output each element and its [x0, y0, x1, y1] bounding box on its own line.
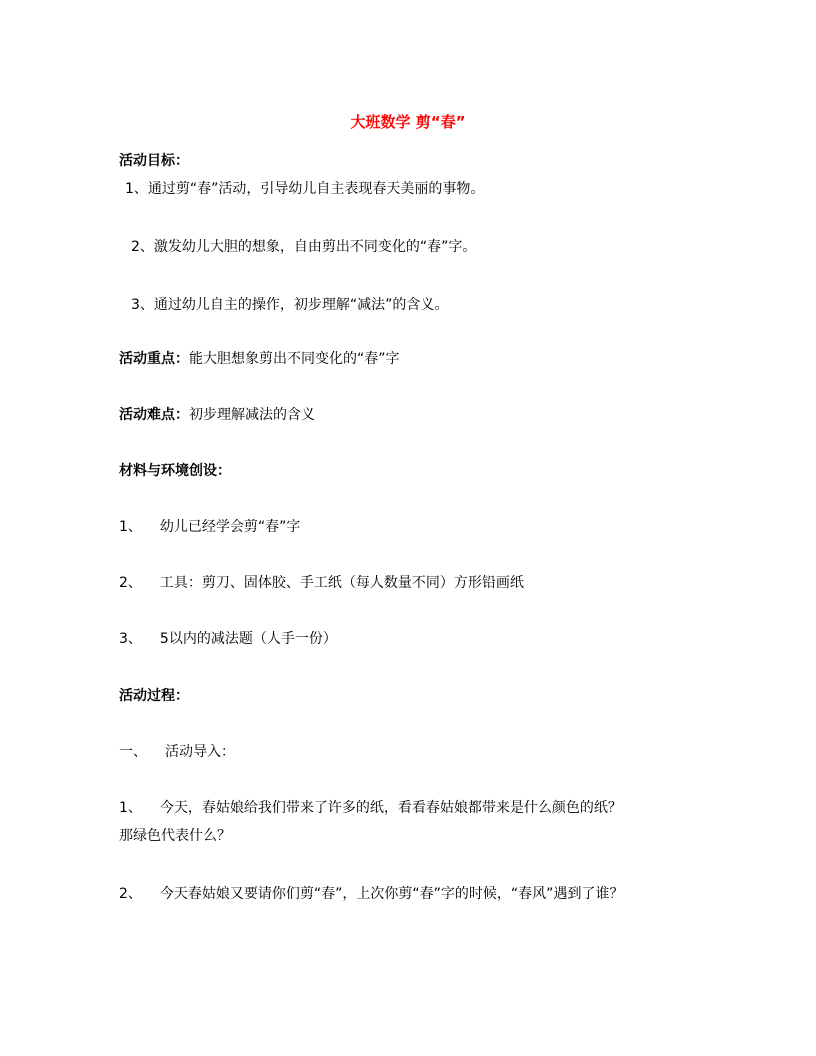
- process-step: [119, 798, 622, 818]
- goal-item: 3、通过幼儿自主的操作，初步理解“减法”的含义。: [131, 297, 449, 313]
- difficulty-line: [119, 405, 315, 425]
- difficulty-text: 初步理解减法的含义: [189, 407, 315, 423]
- item-number: 2、: [119, 575, 142, 591]
- key-point-label: 活动重点：: [119, 351, 189, 367]
- step-text: 今天春姑娘又要请你们剪“春”，上次你剪“春”字的时候，“春风”遇到了谁？: [159, 886, 624, 902]
- materials-item: [119, 573, 524, 593]
- goals-heading: 活动目标：: [119, 153, 189, 169]
- goal-item: 2、激发幼儿大胆的想象，自由剪出不同变化的“春”字。: [131, 239, 477, 255]
- process-step: [119, 884, 623, 904]
- materials-item: [119, 517, 300, 537]
- key-point-text: 能大胆想象剪出不同变化的“春”字: [189, 351, 400, 367]
- item-text: 5以内的减法题（人手一份）: [159, 631, 337, 647]
- materials-item: [119, 629, 337, 649]
- step-text: 今天，春姑娘给我们带来了许多的纸，看看春姑娘都带来是什么颜色的纸？: [159, 800, 622, 816]
- process-section: [119, 742, 235, 762]
- item-text: 工具：剪刀、固体胶、手工纸（每人数量不同）方形铅画纸: [159, 575, 524, 591]
- goal-item: 1、通过剪“春”活动，引导幼儿自主表现春天美丽的事物。: [125, 181, 485, 197]
- item-number: 3、: [119, 631, 142, 647]
- process-step-continuation: 那绿色代表什么？: [119, 828, 231, 844]
- materials-heading: 材料与环境创设：: [119, 463, 231, 479]
- section-text: 活动导入：: [165, 744, 235, 760]
- document-title: 大班数学 剪“春”: [350, 113, 466, 131]
- process-heading: 活动过程：: [119, 688, 189, 704]
- item-number: 1、: [119, 519, 142, 535]
- step-number: 1、: [119, 800, 142, 816]
- key-point-line: [119, 349, 400, 369]
- step-number: 2、: [119, 886, 142, 902]
- item-text: 幼儿已经学会剪“春”字: [159, 519, 301, 535]
- difficulty-label: 活动难点：: [119, 407, 189, 423]
- section-number: 一、: [119, 744, 147, 760]
